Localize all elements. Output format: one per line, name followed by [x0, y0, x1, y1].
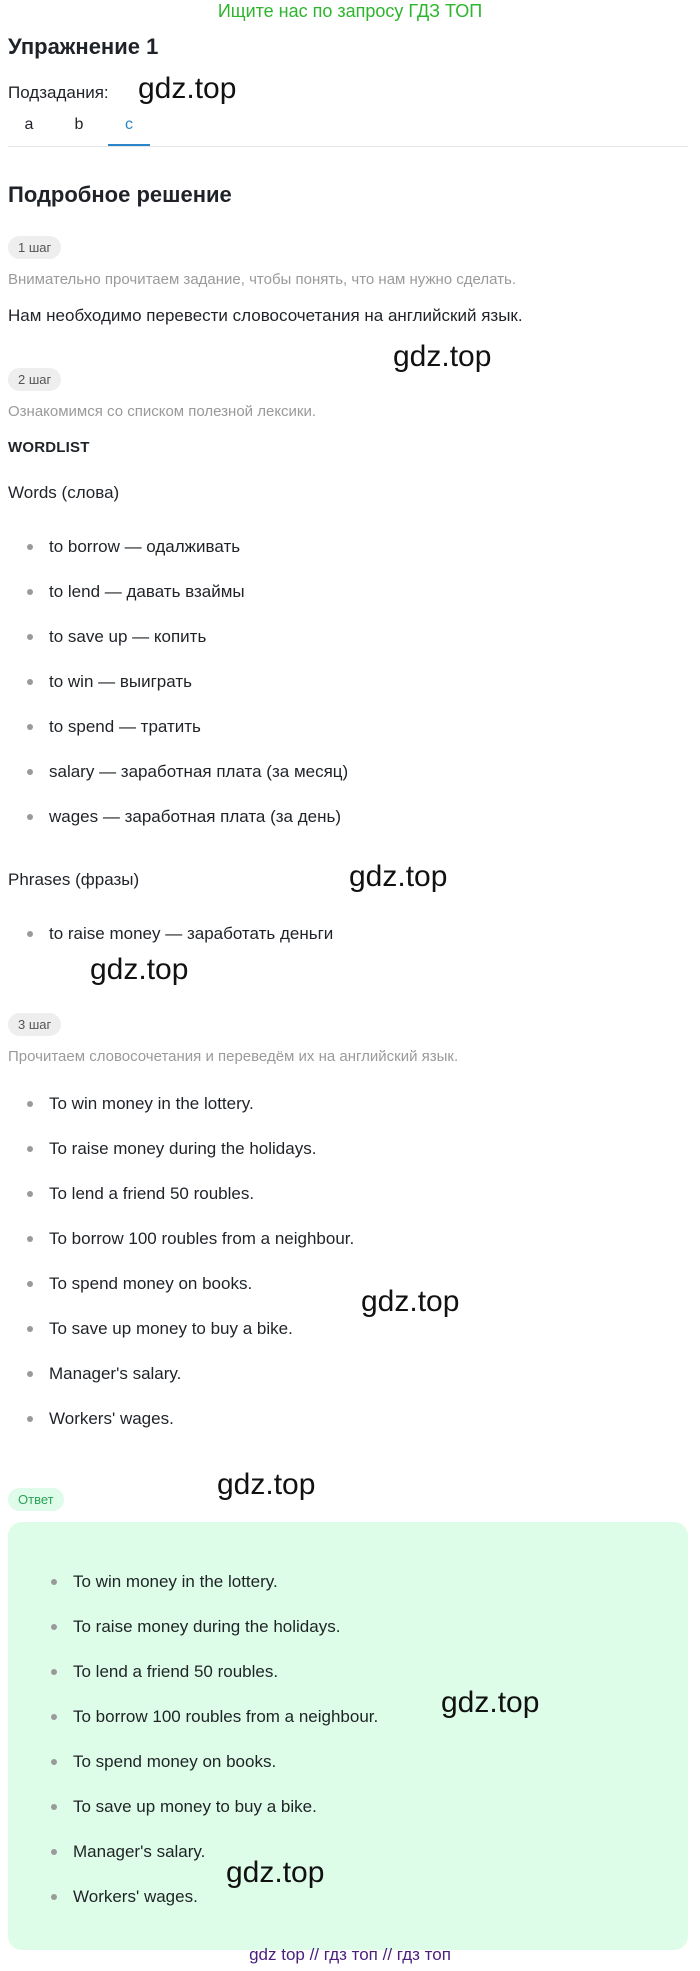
watermark: gdz.top [441, 1686, 540, 1719]
list-item: to lend — давать взаймы [49, 582, 245, 602]
list-item: To raise money during the holidays. [73, 1617, 340, 1637]
step-2-badge: 2 шаг [8, 368, 61, 391]
bullet-dot [27, 1326, 33, 1332]
list-item: to raise money — заработать деньги [49, 924, 333, 944]
tab-a[interactable]: a [24, 116, 34, 133]
bullet-dot [51, 1894, 57, 1900]
solution-title: Подробное решение [8, 182, 232, 207]
answer-badge: Ответ [8, 1488, 64, 1511]
wordlist-title: WORDLIST [8, 439, 90, 456]
list-item: to spend — тратить [49, 717, 201, 737]
list-item: To save up money to buy a bike. [49, 1319, 293, 1339]
list-item: To spend money on books. [49, 1274, 252, 1294]
subtasks-label: Подзадания: [8, 83, 109, 102]
step-1-badge: 1 шаг [8, 236, 61, 259]
watermark: gdz.top [90, 953, 189, 986]
list-item: To raise money during the holidays. [49, 1139, 316, 1159]
bullet-dot [27, 1146, 33, 1152]
list-item: To spend money on books. [73, 1752, 276, 1772]
step-1-hint: Внимательно прочитаем задание, чтобы понять, что нам нужно сделать. [8, 271, 517, 288]
bullet-dot [51, 1624, 57, 1630]
bullet-dot [27, 1281, 33, 1287]
subtask-tabs [8, 108, 688, 147]
list-item: To lend a friend 50 roubles. [73, 1662, 278, 1682]
step-3-badge: 3 шаг [8, 1013, 61, 1036]
bullet-dot [27, 1191, 33, 1197]
watermark: gdz.top [361, 1285, 460, 1318]
bullet-dot [27, 814, 33, 820]
bullet-dot [27, 724, 33, 730]
bullet-dot [27, 769, 33, 775]
bullet-dot [27, 634, 33, 640]
list-item: salary — заработная плата (за месяц) [49, 762, 348, 782]
step-1-text: Нам необходимо перевести словосочетания на английский язык. [8, 306, 523, 325]
bullet-dot [51, 1669, 57, 1675]
bullet-dot [27, 1371, 33, 1377]
list-item: To lend a friend 50 roubles. [49, 1184, 254, 1204]
tab-c[interactable]: c [108, 116, 150, 146]
footer-links[interactable]: gdz top // гдз топ // гдз топ [249, 1945, 451, 1964]
bullet-dot [51, 1759, 57, 1765]
bullet-dot [27, 931, 33, 937]
bullet-dot [51, 1804, 57, 1810]
step-3-hint: Прочитаем словосочетания и переведём их на английский язык. [8, 1048, 459, 1065]
bullet-dot [27, 589, 33, 595]
watermark: gdz.top [226, 1856, 325, 1889]
list-item: To win money in the lottery. [49, 1094, 254, 1114]
exercise-title: Упражнение 1 [8, 34, 159, 59]
watermark: gdz.top [349, 860, 448, 893]
list-item: To win money in the lottery. [73, 1572, 278, 1592]
list-item: To borrow 100 roubles from a neighbour. [49, 1229, 354, 1249]
bullet-dot [51, 1579, 57, 1585]
bullet-dot [27, 679, 33, 685]
list-item: wages — заработная плата (за день) [49, 807, 341, 827]
list-item: Manager's salary. [73, 1842, 205, 1862]
phrases-heading: Phrases (фразы) [8, 870, 140, 889]
search-banner[interactable]: Ищите нас по запросу ГДЗ ТОП [217, 1, 483, 21]
bullet-dot [27, 1236, 33, 1242]
list-item: to borrow — одалживать [49, 537, 240, 557]
list-item: Workers' wages. [49, 1409, 174, 1429]
list-item: to win — выиграть [49, 672, 192, 692]
bullet-dot [51, 1714, 57, 1720]
watermark: gdz.top [217, 1468, 316, 1501]
list-item: To save up money to buy a bike. [73, 1797, 317, 1817]
list-item: Manager's salary. [49, 1364, 181, 1384]
list-item: to save up — копить [49, 627, 206, 647]
bullet-dot [51, 1849, 57, 1855]
watermark: gdz.top [393, 340, 492, 373]
bullet-dot [27, 1101, 33, 1107]
tab-b[interactable]: b [74, 116, 84, 133]
list-item: To borrow 100 roubles from a neighbour. [73, 1707, 378, 1727]
words-heading: Words (слова) [8, 483, 120, 502]
bullet-dot [27, 1416, 33, 1422]
step-2-hint: Ознакомимся со списком полезной лексики. [8, 403, 317, 420]
list-item: Workers' wages. [73, 1887, 198, 1907]
bullet-dot [27, 544, 33, 550]
watermark: gdz.top [138, 72, 237, 105]
